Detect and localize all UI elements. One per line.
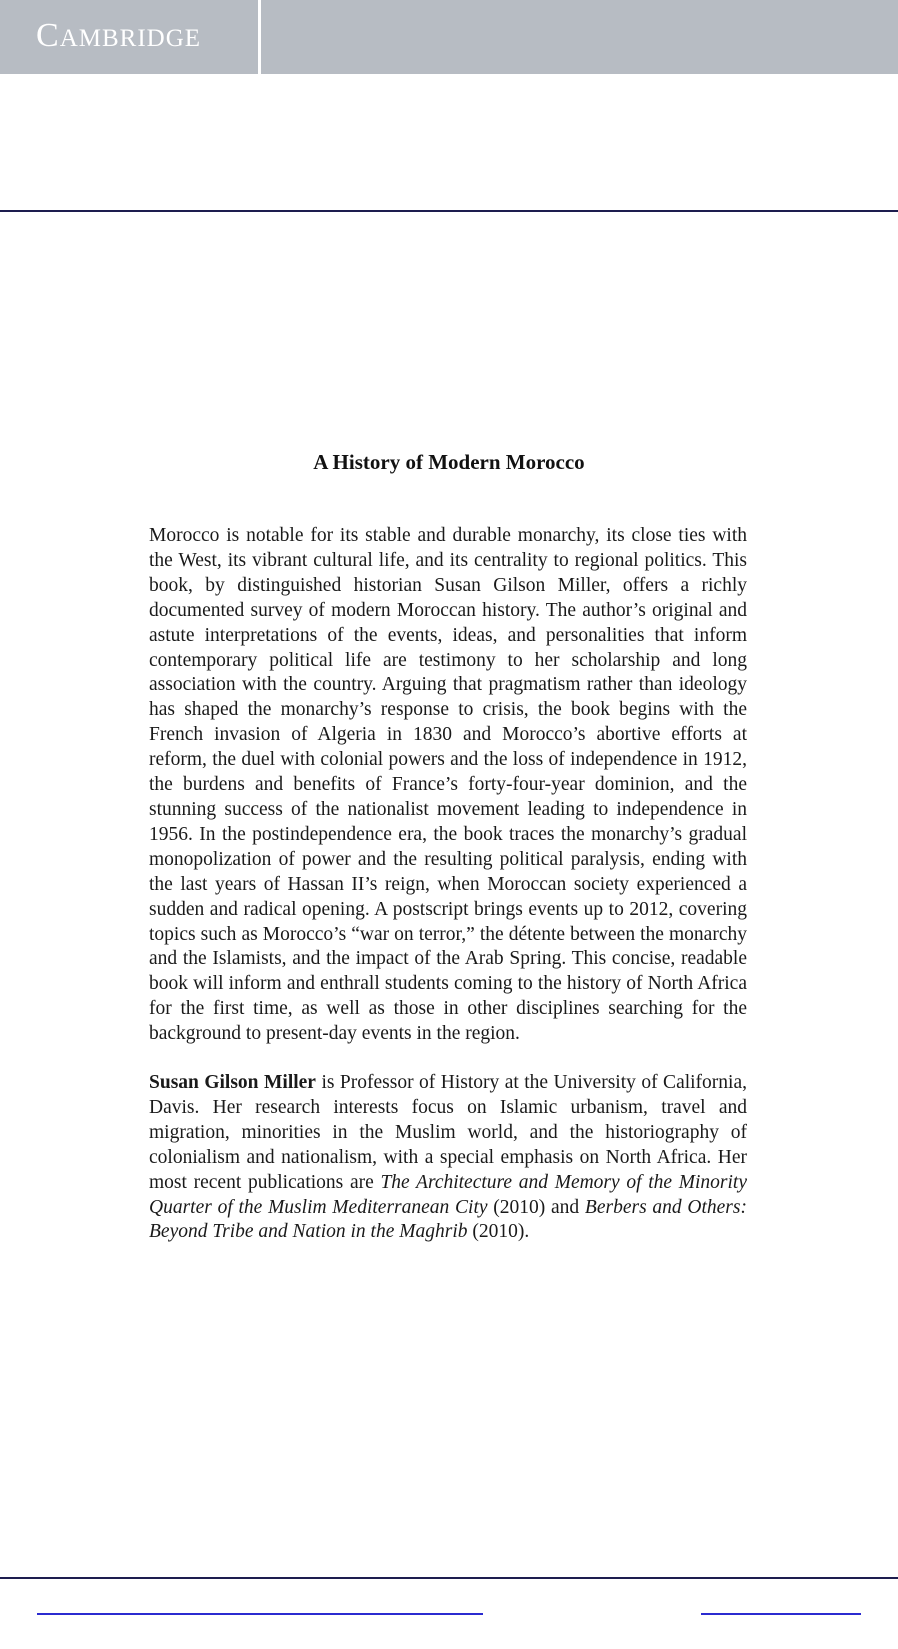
author-name: Susan Gilson Miller — [149, 1072, 316, 1094]
top-rule — [0, 210, 898, 212]
author-bio-text: is Professor of History at the University of California, Davis. Her research interests focus on Islamic urbanism, travel and migration, minorities in the Muslim world, and the historiography of colonialism and nationalism, with a special emphasis on North Africa. Her most recent publications are — [149, 1072, 747, 1193]
publication-title-2: Berbers and Others: Beyond Tribe and Nation in the Maghrib — [149, 1196, 747, 1243]
header-divider — [258, 0, 261, 74]
book-content — [149, 524, 747, 1269]
logo-rest: AMBRIDGE — [59, 25, 202, 52]
footer-link-right[interactable] — [701, 1613, 861, 1615]
book-title: A History of Modern Morocco — [313, 450, 585, 474]
book-description: Morocco is notable for its stable and durable monarchy, its close ties with the West, its vibrant cultural life, and its centrality to regional politics. This book, by distinguished historian Susan Gilson Miller, offers a richly documented survey of modern Moroccan history. The author’s original and astute interpretations of the events, ideas, and personalities that inform contemporary political life are testimony to her scholarship and long association with the country. Arguing that pragmatism rather than ideology has shaped the monarchy’s response to crisis, the book begins with the French invasion of Algeria in 1830 and Morocco’s abortive efforts at reform, the duel with colonial powers and the loss of independence in 1912, the burdens and benefits of France’s forty-four-year dominion, and the stunning success of the nationalist movement leading to independence in 1956. In the postindependence era, the book traces the monarchy’s gradual monopolization of power and the resulting political paralysis, ending with the last years of Hassan II’s reign, when Moroccan society experienced a sudden and radical opening. A postscript brings events up to 2012, covering topics such as Morocco’s “war on terror,” the détente between the monarchy and the Islamists, and the impact of the Arab Spring. This concise, readable book will inform and enthrall students coming to the history of North Africa for the first time, as well as those in other disciplines searching for the background to present-day events in the region. — [149, 525, 747, 1045]
publication-title-1: The Architecture and Memory of the Minority Quarter of the Muslim Mediterranean City — [149, 1171, 747, 1218]
publication-year-2: (2010). — [467, 1221, 530, 1243]
cambridge-logo — [36, 18, 201, 57]
bottom-rule — [0, 1577, 898, 1579]
author-bio — [149, 1071, 747, 1245]
footer-link-left[interactable] — [37, 1613, 483, 1615]
publisher-header-bar — [0, 0, 898, 74]
logo-initial: C — [36, 17, 60, 54]
publication-year-1: (2010) and — [487, 1196, 585, 1218]
